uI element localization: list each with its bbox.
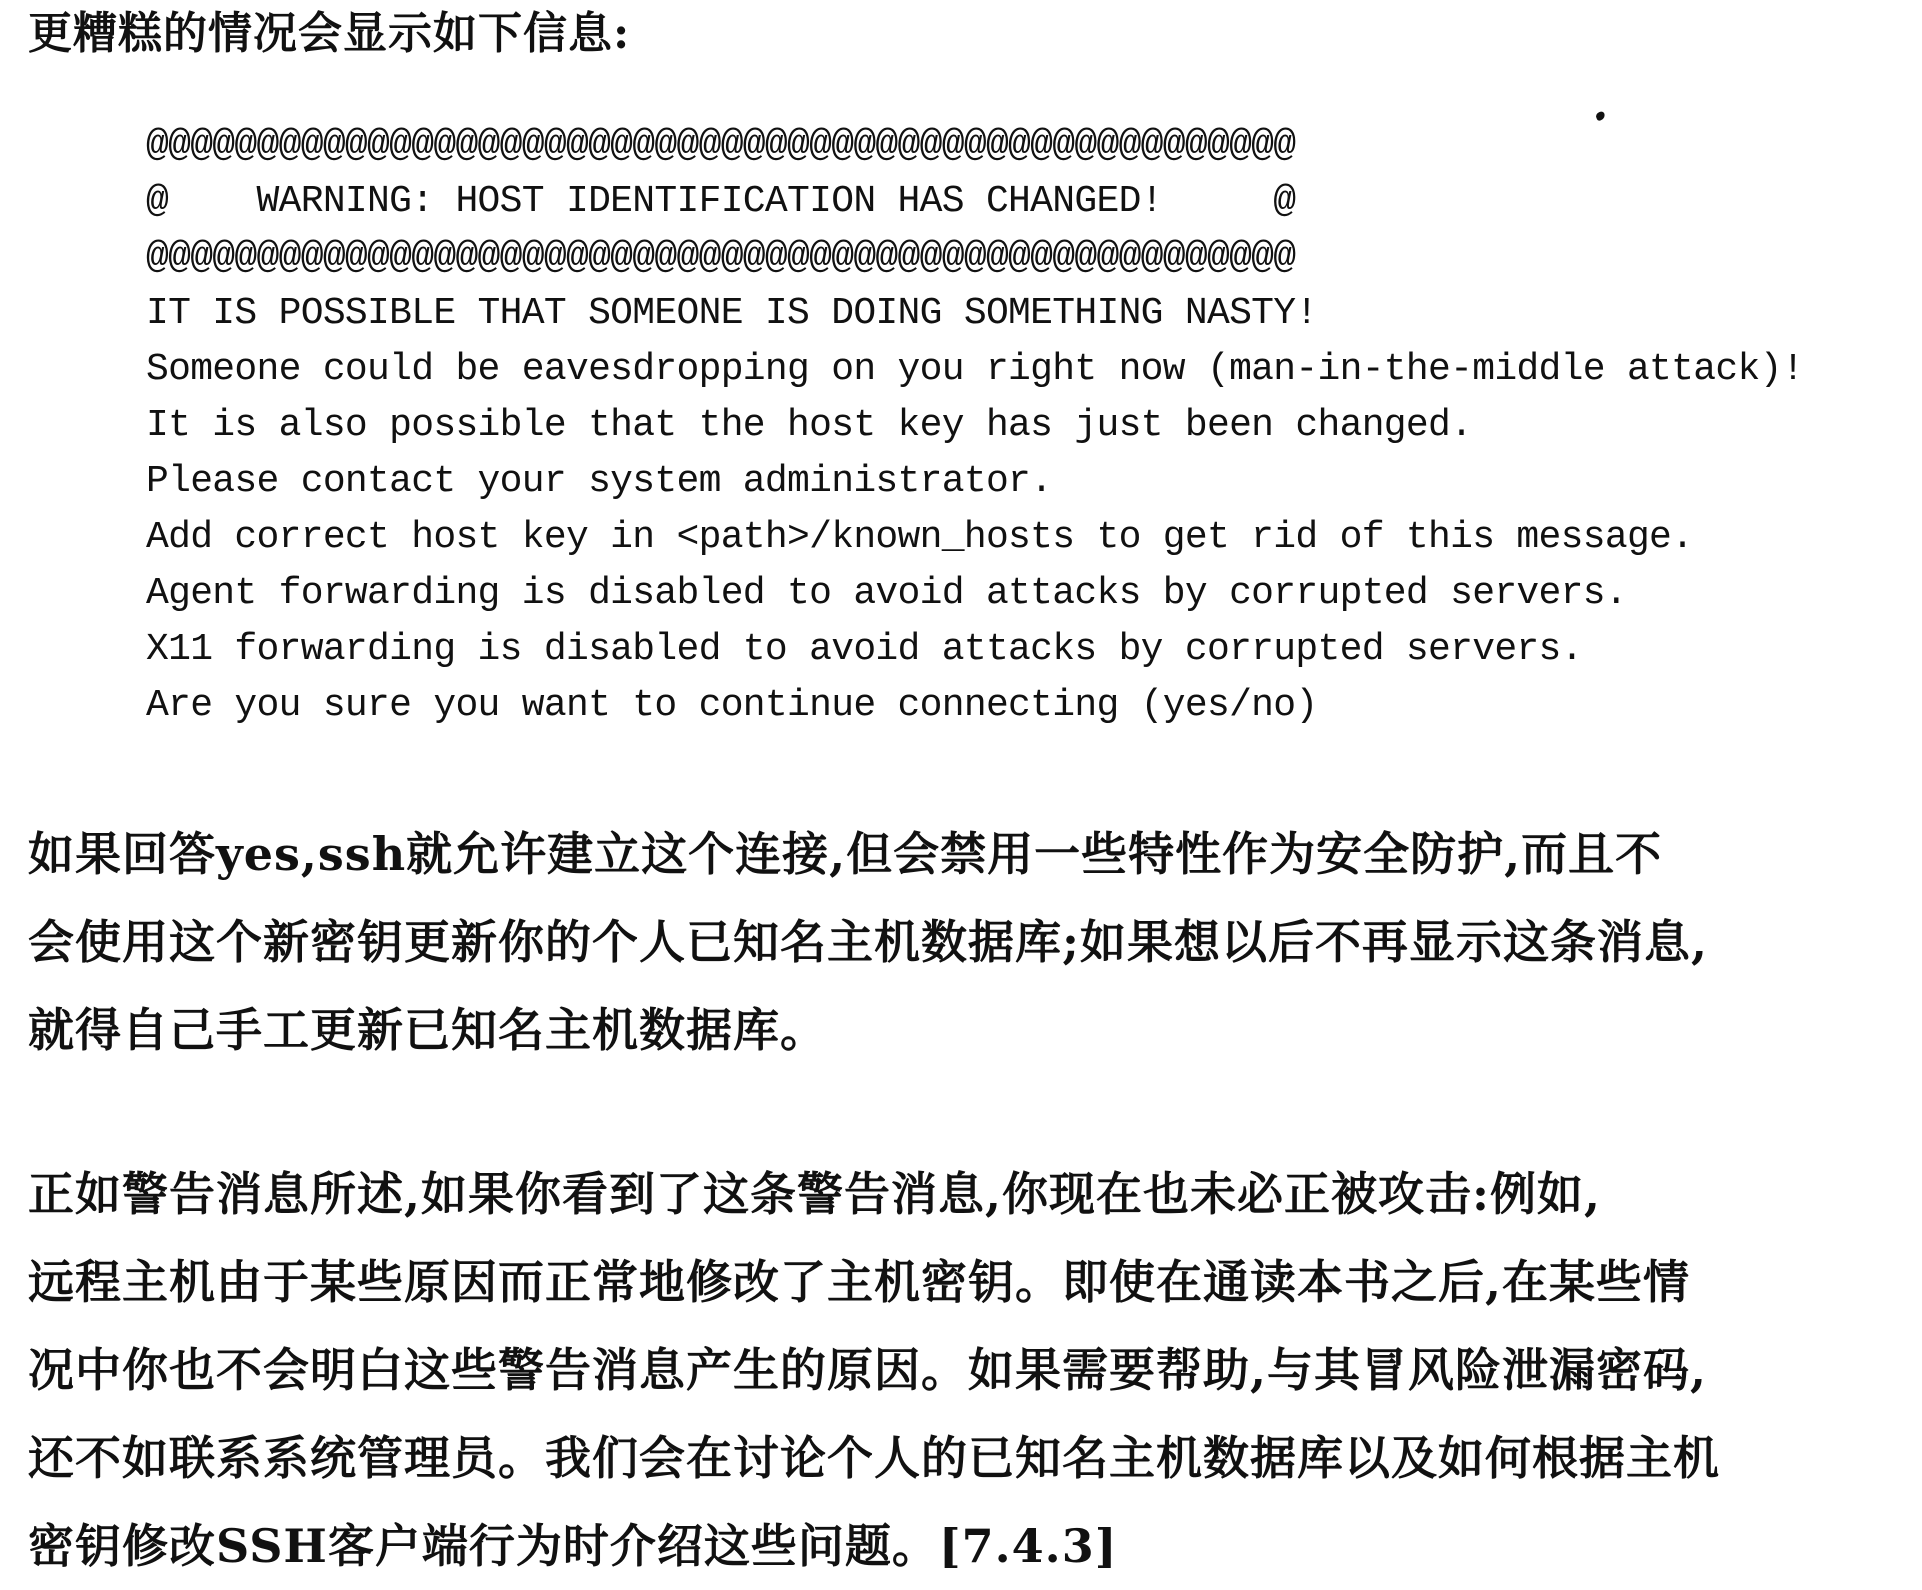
paragraph-line: 密钥修改SSH客户端行为时介绍这些问题。[7.4.3] xyxy=(28,1519,1118,1573)
paragraph-line: 如果回答yes,ssh就允许建立这个连接,但会禁用一些特性作为安全防护,而且不 xyxy=(28,827,1663,881)
paragraph-warning-explanation xyxy=(28,1150,1898,1590)
paragraph-line: 会使用这个新密钥更新你的个人已知名主机数据库;如果想以后不再显示这条消息, xyxy=(28,915,1708,969)
terminal-line: @@@@@@@@@@@@@@@@@@@@@@@@@@@@@@@@@@@@@@@@@@@@@@@@@@@@ xyxy=(146,236,1296,279)
paragraph-line: 还不如联系系统管理员。我们会在讨论个人的已知名主机数据库以及如何根据主机 xyxy=(28,1431,1720,1485)
terminal-line: Add correct host key in <path>/known_hosts to get rid of this message. xyxy=(146,516,1694,559)
paragraph-line: 况中你也不会明白这些警告消息产生的原因。如果需要帮助,与其冒风险泄漏密码, xyxy=(28,1343,1708,1397)
terminal-line: X11 forwarding is disabled to avoid attacks by corrupted servers. xyxy=(146,628,1583,671)
terminal-line: IT IS POSSIBLE THAT SOMEONE IS DOING SOMETHING NASTY! xyxy=(146,292,1318,335)
terminal-line: @@@@@@@@@@@@@@@@@@@@@@@@@@@@@@@@@@@@@@@@@@@@@@@@@@@@ xyxy=(146,124,1296,167)
paragraph-line: 正如警告消息所述,如果你看到了这条警告消息,你现在也未必正被攻击:例如, xyxy=(28,1167,1602,1221)
terminal-line: Someone could be eavesdropping on you right now (man-in-the-middle attack)! xyxy=(146,348,1804,391)
terminal-line: @ WARNING: HOST IDENTIFICATION HAS CHANGED! @ xyxy=(146,180,1296,223)
terminal-line: Agent forwarding is disabled to avoid attacks by corrupted servers. xyxy=(146,572,1627,615)
paragraph-line: 远程主机由于某些原因而正常地修改了主机密钥。即使在通读本书之后,在某些情 xyxy=(28,1255,1691,1309)
paragraph-line: 就得自己手工更新已知名主机数据库。 xyxy=(28,1003,827,1057)
ssh-warning-output xyxy=(146,118,1804,734)
terminal-line: It is also possible that the host key has just been changed. xyxy=(146,404,1473,447)
intro-line: 更糟糕的情况会显示如下信息: xyxy=(28,8,631,59)
paragraph-yes-answer xyxy=(28,810,1898,1074)
terminal-line: Please contact your system administrator. xyxy=(146,460,1053,503)
terminal-line: Are you sure you want to continue connecting (yes/no) xyxy=(146,684,1318,727)
